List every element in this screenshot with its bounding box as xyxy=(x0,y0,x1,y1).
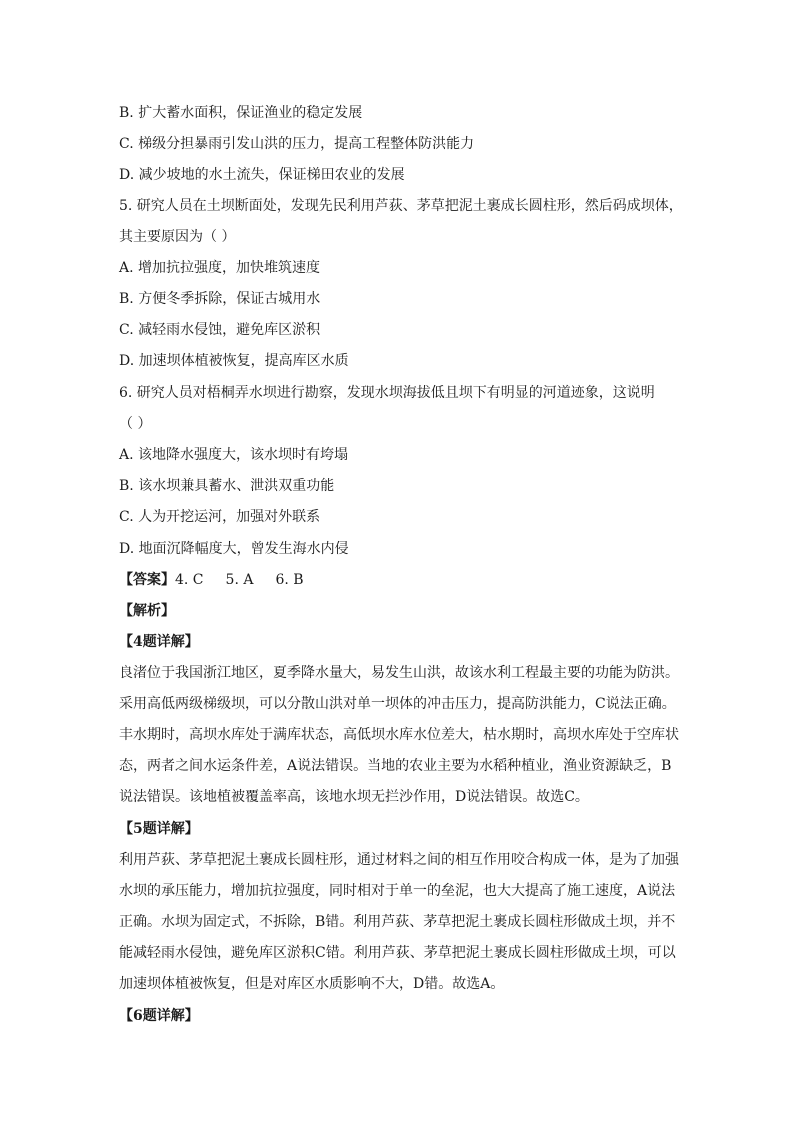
q5-option-b: B. 方便冬季拆除，保证古城用水 xyxy=(119,291,321,307)
q6-option-a: A. 该地降水强度大，该水坝时有垮塌 xyxy=(119,447,349,463)
detail-5-line: 利用芦荻、茅草把泥土裹成长圆柱形，通过材料之间的相互作用咬合构成一体，是为了加强 xyxy=(119,852,679,868)
answer-label: 【答案】 xyxy=(119,572,175,588)
detail-4-heading: 【4题详解】 xyxy=(119,634,199,650)
q6-stem-line-2: （ ） xyxy=(119,416,152,432)
answer-item: 5. A xyxy=(225,572,254,588)
q5-stem-line-2: 其主要原因为（ ） xyxy=(119,229,236,245)
detail-4-line: 说法错误。该地植被覆盖率高，该地水坝无拦沙作用，D说法错误。故选C。 xyxy=(119,789,589,805)
detail-6-heading: 【6题详解】 xyxy=(119,1008,199,1024)
q5-option-d: D. 加速坝体植被恢复，提高库区水质 xyxy=(119,353,349,369)
q5-stem-line-1: 5. 研究人员在土坝断面处，发现先民利用芦荻、茅草把泥土裹成长圆柱形，然后码成坝体， xyxy=(119,198,683,214)
answer-item: 4. C xyxy=(175,572,204,588)
detail-5-heading: 【5题详解】 xyxy=(119,821,199,837)
q4-option-c: C. 梯级分担暴雨引发山洪的压力，提高工程整体防洪能力 xyxy=(119,136,475,152)
q5-option-a: A. 增加抗拉强度，加快堆筑速度 xyxy=(119,260,321,276)
answer-item: 6. B xyxy=(275,572,304,588)
q6-option-d: D. 地面沉降幅度大，曾发生海水内侵 xyxy=(119,541,349,557)
detail-5-line: 水坝的承压能力，增加抗拉强度，同时相对于单一的垒泥，也大大提高了施工速度，A说法 xyxy=(119,883,676,899)
analysis-heading: 【解析】 xyxy=(119,603,175,619)
q6-option-c: C. 人为开挖运河，加强对外联系 xyxy=(119,509,321,525)
q4-option-b: B. 扩大蓄水面积，保证渔业的稳定发展 xyxy=(119,105,363,121)
detail-5-line: 能减轻雨水侵蚀，避免库区淤积C错。利用芦荻、茅草把泥土裹成长圆柱形做成土坝，可以 xyxy=(119,945,676,961)
q6-option-b: B. 该水坝兼具蓄水、泄洪双重功能 xyxy=(119,478,335,494)
q4-option-d: D. 减少坡地的水土流失，保证梯田农业的发展 xyxy=(119,167,405,183)
detail-4-line: 态，两者之间水运条件差，A说法错误。当地的农业主要为水稻种植业，渔业资源缺乏，B xyxy=(119,758,672,774)
q5-option-c: C. 减轻雨水侵蚀，避免库区淤积 xyxy=(119,322,321,338)
detail-4-line: 采用高低两级梯级坝，可以分散山洪对单一坝体的冲击压力，提高防洪能力，C说法正确。 xyxy=(119,696,676,712)
detail-4-line: 良渚位于我国浙江地区，夏季降水量大，易发生山洪，故该水利工程最主要的功能为防洪。 xyxy=(119,665,679,681)
q6-stem-line-1: 6. 研究人员对梧桐弄水坝进行勘察，发现水坝海拔低且坝下有明显的河道迹象，这说明 xyxy=(119,385,655,401)
detail-5-line: 正确。水坝为固定式，不拆除，B错。利用芦荻、茅草把泥土裹成长圆柱形做成土坝，并不 xyxy=(119,914,676,930)
answer-line xyxy=(119,571,326,589)
detail-5-line: 加速坝体植被恢复，但是对库区水质影响不大，D错。故选A。 xyxy=(119,976,505,992)
detail-4-line: 丰水期时，高坝水库处于满库状态，高低坝水库水位差大，枯水期时，高坝水库处于空库状 xyxy=(119,727,679,743)
